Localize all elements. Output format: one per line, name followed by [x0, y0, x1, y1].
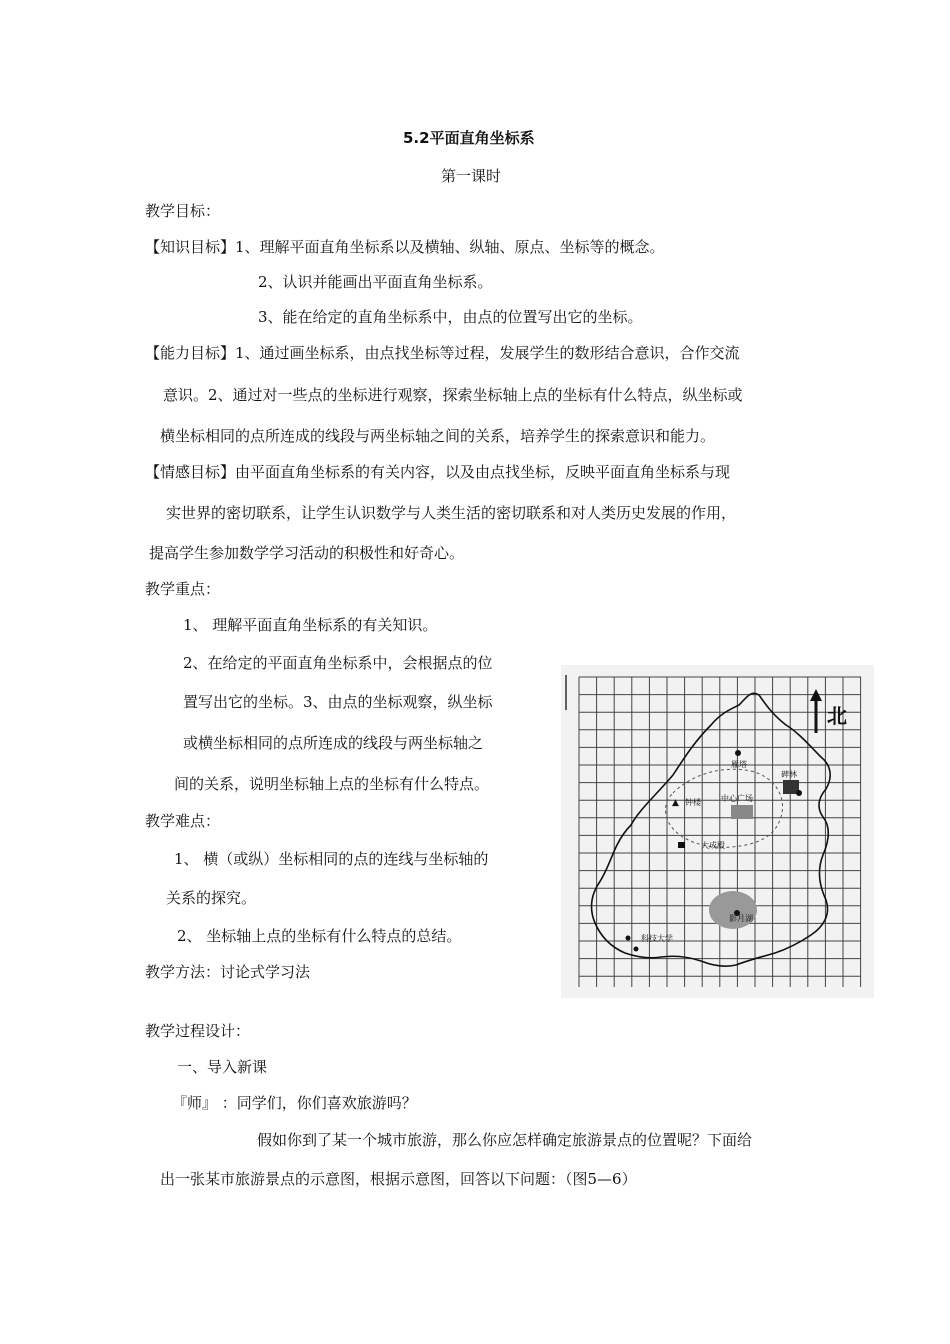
emotion-goal-line: 【情感目标】由平面直角坐标系的有关内容，以及由点找坐标，反映平面直角坐标系与现 — [145, 463, 731, 481]
difficulty-heading: 教学难点： — [145, 812, 221, 830]
square-marker — [731, 805, 753, 819]
difficulty-line: 1、 横（或纵）坐标相同的点的连线与坐标轴的 — [174, 850, 489, 868]
university-dot — [626, 936, 631, 941]
map-svg — [561, 665, 874, 998]
yanta-dot — [735, 750, 741, 756]
square-label: 中心广场 — [721, 794, 753, 803]
ability-goal-line: 横坐标相同的点所连成的线段与两坐标轴之间的关系，培养学生的探索意识和能力。 — [160, 427, 716, 445]
zhonglou-label: 钟楼 — [685, 798, 701, 807]
page-subtitle: 第一课时 — [441, 167, 502, 185]
process-heading: 教学过程设计： — [145, 1022, 251, 1040]
paragraph-line: 假如你到了某一个城市旅游，那么你应怎样确定旅游景点的位置呢？下面给 — [257, 1131, 753, 1149]
zhonglou-marker: ▲ — [672, 798, 679, 808]
key-point-line: 置写出它的坐标。3、由点的坐标观察，纵坐标 — [183, 693, 493, 711]
university-label: 科技大学 — [641, 934, 673, 943]
intro-heading: 一、导入新课 — [177, 1058, 268, 1076]
paragraph-line: 出一张某市旅游景点的示意图，根据示意图，回答以下问题：（图5—6） — [160, 1170, 637, 1188]
page-title: 5.2平面直角坐标系 — [403, 129, 535, 147]
difficulty-line: 2、 坐标轴上点的坐标有什么特点的总结。 — [177, 927, 462, 945]
goals-heading: 教学目标： — [145, 202, 221, 220]
emotion-goal-line: 实世界的密切联系，让学生认识数学与人类生活的密切联系和对人类历史发展的作用， — [166, 504, 737, 522]
lake-shape — [709, 891, 757, 929]
north-label: 北 — [827, 704, 847, 728]
emotion-goal-line: 提高学生参加数学学习活动的积极性和好奇心。 — [149, 544, 465, 562]
difficulty-line: 关系的探究。 — [166, 889, 257, 907]
university-dot-2 — [634, 947, 639, 952]
teacher-line: 『师』 ：同学们，你们喜欢旅游吗？ — [172, 1094, 417, 1112]
beilin-label: 碑林 — [781, 770, 797, 779]
beilin-dot — [796, 790, 802, 796]
knowledge-goal-line: 【知识目标】1、理解平面直角坐标系以及横轴、纵轴、原点、坐标等的概念。 — [145, 238, 665, 256]
key-point-line: 间的关系，说明坐标轴上点的坐标有什么特点。 — [174, 775, 490, 793]
ability-goal-line: 意识。2、通过对一些点的坐标进行观察，探索坐标轴上点的坐标有什么特点，纵坐标或 — [163, 386, 743, 404]
yanta-label: 雁塔 — [731, 760, 747, 769]
key-point-line: 或横坐标相同的点所连成的线段与两坐标轴之 — [183, 734, 484, 752]
key-points-heading: 教学重点： — [145, 580, 221, 598]
city-map-figure — [561, 665, 874, 998]
key-point-line: 2、在给定的平面直角坐标系中，会根据点的位 — [183, 654, 493, 672]
knowledge-goal-line: 3、能在给定的直角坐标系中，由点的位置写出它的坐标。 — [258, 308, 643, 326]
ability-goal-line: 【能力目标】1、通过画坐标系，由点找坐标等过程，发展学生的数形结合意识，合作交流 — [145, 344, 740, 362]
dacheng-marker — [678, 842, 685, 848]
dacheng-label: 大成殿 — [701, 841, 725, 850]
key-point-line: 1、 理解平面直角坐标系的有关知识。 — [183, 616, 438, 634]
teaching-method: 教学方法：讨论式学习法 — [145, 963, 311, 981]
lake-label: 影月湖 — [729, 914, 753, 923]
knowledge-goal-line: 2、认识并能画出平面直角坐标系。 — [258, 273, 493, 291]
